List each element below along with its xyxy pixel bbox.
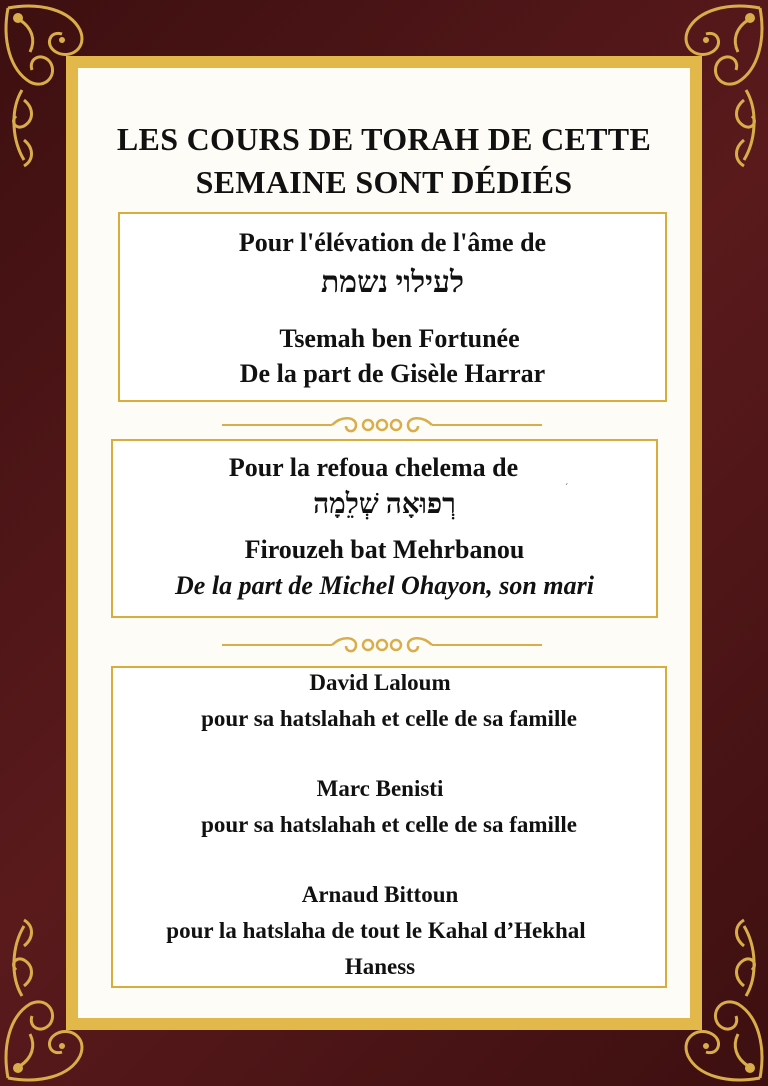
scroll-divider-icon [222,633,542,657]
box1-from: De la part de Gisèle Harrar [239,359,546,388]
scroll-divider-icon [222,413,542,437]
dedication-box-refoua [111,439,658,618]
entry-text: pour sa hatslahah et celle de sa famille [201,812,577,837]
dedication-box-hatslaha [111,666,667,988]
dedication-box-elevation [118,212,667,402]
title-line-1: LES COURS DE TORAH DE CETTE [116,121,652,157]
entry-name: Arnaud Bittoun [301,882,459,907]
box2-from: De la part de Michel Ohayon, son mari [175,571,594,600]
page-title [80,118,688,204]
entry-name: David Laloum [309,670,451,695]
title-line-2: SEMAINE SONT DÉDIÉS [195,164,573,200]
entry-text-continued: Haness [344,954,416,979]
box1-name: Tsemah ben Fortunée [279,324,520,353]
entry-text: pour la hatslaha de tout le Kahal d’Hekhal [166,918,586,943]
box1-intro: Pour l'élévation de l'âme de [238,228,547,257]
entry-name: Marc Benisti [316,776,444,801]
box1-hebrew: לעילוי נשמת [320,266,465,299]
box2-name: Firouzeh bat Mehrbanou [244,535,525,564]
stray-mark: ´ [565,483,569,494]
box2-intro: Pour la refoua chelema de [228,453,519,482]
entry-text: pour sa hatslahah et celle de sa famille [201,706,577,731]
box2-hebrew: רְפוּאָה שְׁלֵמָה [313,489,456,520]
